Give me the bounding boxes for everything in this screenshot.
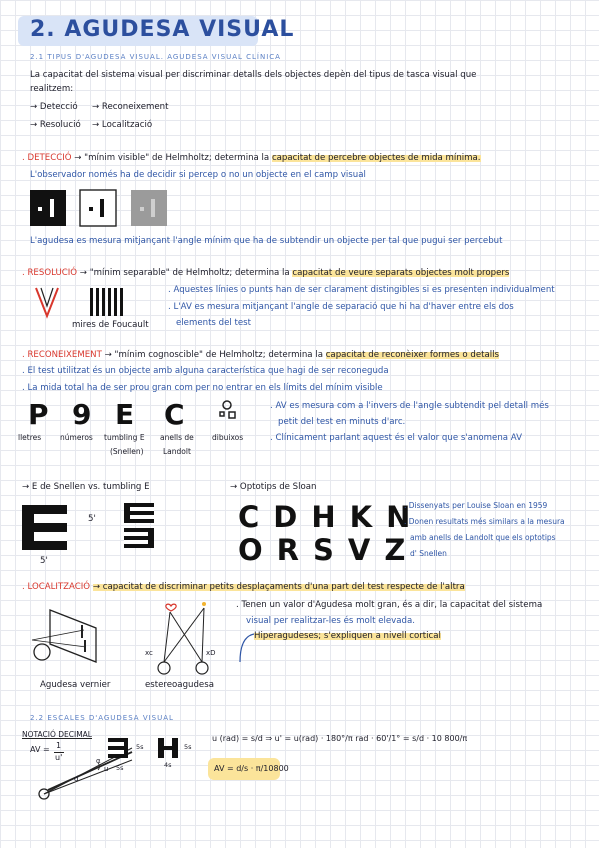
deteccio-line-1 bbox=[22, 153, 481, 164]
sloan-note-1: . Dissenyats per Louise Sloan en 1959 bbox=[404, 501, 548, 510]
sloan-row-1: CDHKN bbox=[238, 500, 425, 534]
formula-u-prime: u' bbox=[55, 753, 63, 762]
resolucio-bullet-2b: elements del test bbox=[176, 318, 252, 328]
sloan-row-2: ORSVZ bbox=[238, 533, 420, 567]
reconeixement-text: → "mínim cognoscible" de Helmholtz; determina la bbox=[104, 350, 323, 360]
localitzacio-highlight: → capacitat de discriminar petits desplaçaments d'una part del test respecte de l'altra bbox=[92, 582, 465, 592]
decimal-h-figure bbox=[158, 738, 182, 762]
formula-av-result: AV = d/s · π/10800 bbox=[214, 764, 289, 773]
optotype-number-9: 9 bbox=[72, 398, 92, 431]
deteccio-stimuli bbox=[30, 190, 170, 230]
deteccio-line-2: L'observador només ha de decidir si percep o no un objecte en el camp visual bbox=[30, 170, 366, 180]
resolucio-bullet-1: . Aquestes línies o punts han de ser clarament distingibles si es presenten individualment bbox=[168, 285, 555, 295]
label-numeros: números bbox=[60, 433, 93, 442]
snellen-e-figure bbox=[22, 505, 72, 555]
localitzacio-line-1 bbox=[22, 582, 465, 593]
type-localitzacio: → Localització bbox=[92, 120, 153, 130]
deteccio-heading: . DETECCIÓ bbox=[22, 153, 72, 163]
section-2-1-heading: 2.1 TIPUS D'AGUDESA VISUAL. AGUDESA VISUAL CLÍNICA bbox=[30, 53, 281, 61]
resolucio-bullet-2a: . L'AV es mesura mitjançant l'angle de separació que hi ha d'haver entre els dos bbox=[168, 302, 514, 312]
formula-d: d bbox=[74, 775, 79, 783]
reconeixement-bullet-1: . El test utilitzat és un objecte amb alguna característica que hagi de ser reconeguda bbox=[22, 366, 389, 376]
vernier-label: Agudesa vernier bbox=[40, 680, 111, 690]
optotype-landolt-c: C bbox=[164, 398, 185, 431]
deteccio-highlight: capacitat de percebre objectes de mida mínima. bbox=[271, 153, 481, 163]
angle-xd: xD bbox=[206, 649, 216, 657]
resolucio-highlight: capacitat de veure separats objectes molt propers bbox=[292, 268, 510, 278]
reconeixement-line-1 bbox=[22, 350, 499, 361]
reconeixement-heading: . RECONEIXEMENT bbox=[22, 350, 102, 360]
formula-alpha: α bbox=[96, 757, 101, 765]
optotype-tumbling-e: E bbox=[115, 398, 135, 431]
snellen-label: → E de Snellen vs. tumbling E bbox=[22, 482, 150, 492]
section-2-2-heading: 2.2 ESCALES D'AGUDESA VISUAL bbox=[30, 714, 174, 722]
dim-4s: 4s bbox=[164, 761, 172, 769]
foucault-label: mires de Foucault bbox=[72, 320, 149, 330]
type-reconeixement: → Reconeixement bbox=[92, 102, 169, 112]
dim-5s-a: 5s bbox=[136, 743, 144, 751]
formula-av-label: AV = bbox=[30, 745, 50, 754]
label-snellen: (Snellen) bbox=[110, 447, 144, 456]
snellen-dim-height: 5' bbox=[88, 514, 96, 524]
reconeixement-note-1: . AV es mesura com a l'invers de l'angle subtendit pel detall més bbox=[270, 401, 549, 411]
intro-line-1: La capacitat del sistema visual per discriminar detalls dels objectes depèn del tipus de tasca visual que bbox=[30, 70, 477, 80]
estereo-label: estereoagudesa bbox=[145, 680, 214, 690]
formula-one: 1 bbox=[56, 741, 62, 750]
dim-5s-b: 5s bbox=[116, 764, 124, 772]
type-deteccio: → Detecció bbox=[30, 102, 78, 112]
stimulus-grey bbox=[131, 190, 167, 226]
decimal-e-figure bbox=[108, 738, 132, 762]
label-tumbling-e: tumbling E bbox=[104, 433, 145, 442]
dim-5s-c: 5s bbox=[184, 743, 192, 751]
reconeixement-note-2: petit del test en minuts d'arc. bbox=[278, 417, 406, 427]
sloan-label: → Optotips de Sloan bbox=[230, 482, 317, 492]
label-anells: anells de bbox=[160, 433, 194, 442]
localitzacio-bullet-2: visual per realitzar-les és molt elevada. bbox=[246, 616, 415, 626]
foucault-grating bbox=[90, 288, 126, 316]
resolucio-text: → "mínim separable" de Helmholtz; determina la bbox=[79, 268, 290, 278]
sloan-note-4: d' Snellen bbox=[410, 549, 447, 558]
resolucio-v-figure bbox=[32, 286, 62, 320]
stimulus-black bbox=[30, 190, 66, 226]
snellen-dim-width: 5' bbox=[40, 556, 48, 566]
estereo-figure bbox=[150, 598, 220, 678]
type-resolucio: → Resolució bbox=[30, 120, 81, 130]
notacio-decimal: NOTACIÓ DECIMAL bbox=[22, 730, 92, 739]
localitzacio-heading: . LOCALITZACIÓ bbox=[22, 582, 91, 592]
formula-u: u bbox=[104, 765, 109, 773]
page-title: 2. AGUDESA VISUAL bbox=[30, 17, 295, 42]
label-lletres: lletres bbox=[18, 433, 42, 442]
stimulus-white bbox=[80, 190, 116, 226]
hiperagudeses bbox=[254, 631, 441, 642]
resolucio-line-1 bbox=[22, 268, 509, 279]
angle-xc: xc bbox=[145, 649, 153, 657]
reconeixement-highlight: capacitat de reconèixer formes o detalls bbox=[325, 350, 500, 360]
localitzacio-bullet-1: . Tenen un valor d'Agudesa molt gran, és a dir, la capacitat del sistema bbox=[236, 600, 543, 610]
resolucio-heading: . RESOLUCIÓ bbox=[22, 268, 78, 278]
reconeixement-bullet-2: . La mida total ha de ser prou gran com per no entrar en els límits del mínim visible bbox=[22, 383, 383, 393]
label-landolt: Landolt bbox=[163, 447, 191, 456]
deteccio-text: → "mínim visible" de Helmholtz; determina la bbox=[74, 153, 270, 163]
optotype-letter-p: P bbox=[28, 398, 49, 431]
reconeixement-note-3: . Clínicament parlant aquest és el valor que s'anomena AV bbox=[270, 433, 522, 443]
tumbling-e-figure bbox=[124, 503, 164, 551]
hiperagudeses-highlight: Hiperagudeses; s'expliquen a nivell cortical bbox=[254, 631, 441, 641]
sloan-note-3: amb anells de Landolt que els optotips bbox=[410, 533, 556, 542]
formula-urad: u (rad) = s/d ⇒ u' = u(rad) · 180°/π rad · 60'/1° = s/d · 10 800/π bbox=[212, 734, 468, 743]
label-dibuixos: dibuixos bbox=[212, 433, 244, 442]
optotype-picture-icon bbox=[214, 400, 240, 424]
sloan-note-2: . Donen resultats més similars a la mesura bbox=[404, 517, 565, 526]
vernier-figure bbox=[30, 600, 110, 670]
deteccio-line-3: L'agudesa es mesura mitjançant l'angle mínim que ha de subtendir un objecte per tal que pugui ser percebut bbox=[30, 236, 503, 246]
intro-line-2: realitzem: bbox=[30, 84, 74, 94]
